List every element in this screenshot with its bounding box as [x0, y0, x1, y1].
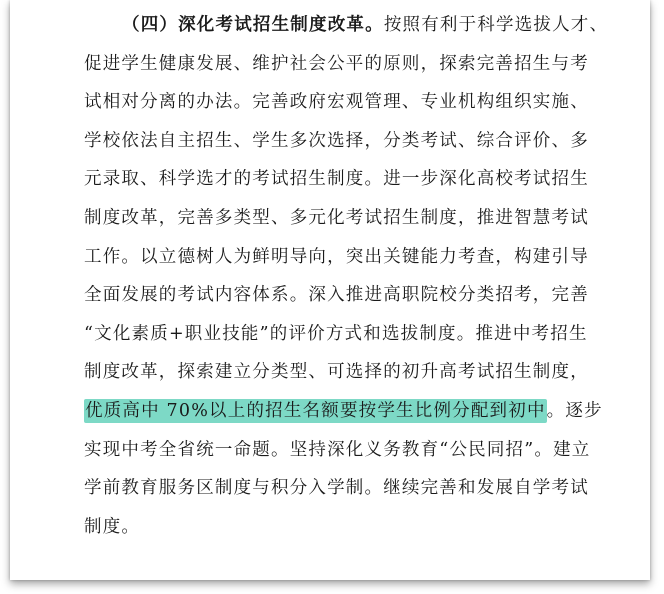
- paragraph-line: 学校依法自主招生、学生多次选择，分类考试、综合评价、多: [84, 130, 589, 151]
- paragraph-line: “文化素质+职业技能”的评价方式和选拔制度。推进中考招生: [84, 323, 588, 344]
- document-body: [84, 6, 609, 546]
- paragraph-line: 全面发展的考试内容体系。深入推进高职院校分类招考，完善: [84, 285, 589, 306]
- paragraph-line: 制度改革，探索建立分类型、可选择的初升高考试招生制度，: [84, 362, 589, 383]
- paragraph-line: [84, 392, 604, 431]
- paragraph-text: 按照有利于科学选拔人才、: [383, 15, 609, 35]
- paragraph-line: 学前教育服务区制度与积分入学制。继续完善和发展自学考试: [84, 478, 589, 499]
- paragraph-line: 试相对分离的办法。完善政府宏观管理、专业机构组织实施、: [84, 92, 589, 113]
- paragraph-text: 。逐步: [546, 400, 603, 421]
- document-card: [10, 0, 650, 580]
- paragraph-line: 制度。: [84, 516, 141, 537]
- paragraph-line: 元录取、科学选才的考试招生制度。进一步深化高校考试招生: [84, 169, 589, 190]
- paragraph-line: 促进学生健康发展、维护社会公平的原则，探索完善招生与考: [84, 53, 589, 74]
- paragraph-line: 制度改革，完善多类型、多元化考试招生制度，推进智慧考试: [84, 207, 589, 228]
- paragraph-line: [84, 6, 609, 45]
- highlighted-text: 优质高中 70%以上的招生名额要按学生比例分配到初中: [85, 400, 546, 421]
- paragraph-line: 实现中考全省统一命题。坚持深化义务教育“公民同招”。建立: [84, 439, 591, 460]
- section-heading: （四）深化考试招生制度改革。: [122, 15, 384, 35]
- paragraph-line: 工作。以立德树人为鲜明导向，突出关键能力考查，构建引导: [84, 246, 589, 267]
